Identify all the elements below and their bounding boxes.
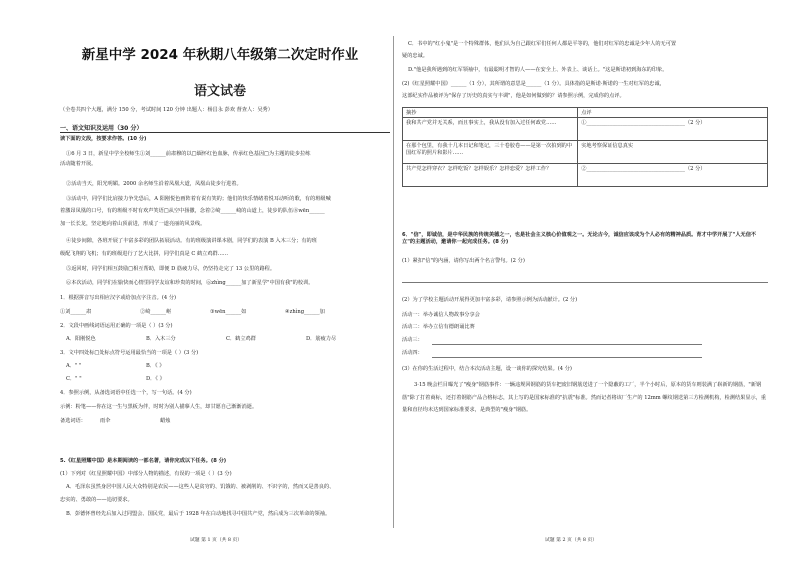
section1-heading: 一、语文知识及运用（30 分） xyxy=(60,125,143,132)
section-rule xyxy=(60,132,390,133)
question-2: 2．文段中画线词语运用正确的一项是（ ）(3 分) xyxy=(60,323,173,329)
q1-item[interactable]: ①刘______肃 xyxy=(60,309,92,315)
question-6-3: (3）在你的生活过程中，结合本次活动主题，设一谈你的探究结果。(4 分) xyxy=(402,366,572,372)
q4-option: 蜡烛 xyxy=(160,418,171,424)
question-5-2: (2)《红星照耀中国》______（1 分），其所谓的意思是______（1 分）。具体指的是斯诺·斯诺的一生对红军的忠诚， xyxy=(402,81,665,87)
paragraph-line: 着激昂凤凰的口号，有的班级不时有欢声笑语□从空中扬撒，念着②崎______崎的山道上，徒步的队伍⑧wēn______ xyxy=(60,208,325,214)
table-row xyxy=(403,164,768,187)
page-footer: 试题 第 1 页（共 8 页） xyxy=(190,538,243,543)
question-3: 3．文中四处标□处标点符号运用最恰当的一项是（ ）(3 分) xyxy=(60,350,199,356)
question-6: 6．"信"，即诚信，是中华民族的传统美德之一，也是社会主义核心价值观之一。无论古今，诚信应该成为个人必有的精神品质。育才中学开展了"人无信不立"的主题活动，邀请你一起完成任务。(8 分) xyxy=(402,232,757,245)
paragraph-line: ⑥本次活动，同学们在愉快而心情里同学友谊和珍贵的时间，⑥zhìng______加了新星学"中国有我"的校训。 xyxy=(66,280,314,286)
page-footer: 试题 第 2 页（共 8 页） xyxy=(545,538,598,543)
q1-item[interactable]: ③wēn______如 xyxy=(210,309,247,315)
paragraph-line: ④徒步间隙，各班开展了丰富多彩的团队拓展活动。有的班级演讲课本剧，同学们的表演 B 入木三分；有的班 xyxy=(66,238,317,244)
page-divider xyxy=(393,36,394,528)
q1-item[interactable]: ④zhìng______加 xyxy=(285,309,325,315)
q2-option[interactable]: A．阳刚悦色 xyxy=(66,336,96,342)
q5-option-c-cont: 疑的忠诚。 xyxy=(402,53,428,59)
table-cell-answer[interactable]: ①______________________________________（2 分） xyxy=(578,118,768,141)
table-cell: 实地考察保证信息真实 xyxy=(578,141,768,164)
excerpt-review-table xyxy=(402,107,768,187)
q3-option[interactable]: C．" " xyxy=(66,376,82,382)
q5-option-a[interactable]: A．毛泽东虽然身居中国人民大众特别是农民——这些人是贫穷的、饥饿的、被剥削的、不识字的，然而又是善良的、 xyxy=(66,484,335,490)
exam-subtitle: 语文试卷 xyxy=(193,84,246,99)
q4-options-label: 备选词语： xyxy=(60,418,86,424)
activity-item: 活动二：举办立信有德朗诵比赛 xyxy=(402,324,475,330)
q1-item[interactable]: ②崎______岖 xyxy=(140,309,172,315)
paragraph-line: ②活动当天，阳光明媚。2000 余名师生沿着凤凰大道，凤凰山徒步行进着。 xyxy=(66,181,242,187)
question-5-1: (1）下列对《红星照耀中国》中部分人物的描述，有误的一项是（ ）(3 分) xyxy=(60,471,232,477)
q3-option[interactable]: D．《 》 xyxy=(146,376,165,382)
activity-3-input-line[interactable] xyxy=(432,344,702,345)
q6-passage: 3·15 晚会栏目曝光了"瘦身"钢筋事件：一辆违规回钢筋的货车把废旧钢筋送进了一个隐蔽的工厂，半个小时后，原本的货车则装满了崭新的钢筋，"新钢筋"除了打着商标，还打着钢筋产品合格标志，其上写的是国家标准的"抗震"标准。然而记者将该厂生产的 12mm 螺纹钢送第三方检测机构，检测结果显示，重量和直径均未达到国家标准要求，是典型的"瘦身"钢筋。 xyxy=(402,382,767,413)
question-6-1: (1）紧扣"信"的内涵，请你写出两个名言警句。(2 分) xyxy=(402,258,525,264)
activity-item: 活动三： xyxy=(402,337,423,343)
question-4: 4．参照示例，从备选词语中任选一个，写一句话。(4 分) xyxy=(60,390,192,396)
q5-option-c[interactable]: C．书中的"红小鬼"是一个特殊群体，他们认为自己跟红军们任何人都是平等的，他们对红军的忠诚是少年人的无可置 xyxy=(408,41,677,47)
table-row xyxy=(403,118,768,141)
table-cell: 在那个包里，有我十几本日记和笔记，三十卷胶卷——是第一次拍到的中国红军的照片和影片…… xyxy=(403,141,578,164)
table-cell: 共产党怎样穿衣？怎样吃饭？怎样娱乐？怎样恋爱？怎样工作？ xyxy=(403,164,578,187)
paragraph-line: 加一长长龙，坚定地向着山顶前进，形成了一道亮丽的风景线。 xyxy=(60,221,206,227)
activity-item: 活动四： xyxy=(402,350,423,356)
paragraph-line: 活动随着开展。 xyxy=(60,161,97,167)
question-5-heading: 5.《红星照耀中国》是本期阅读的一部名著，请你完成以下任务。(8 分) xyxy=(60,458,227,464)
q2-option[interactable]: B．入木三分 xyxy=(146,336,176,342)
q3-option[interactable]: B．《 》 xyxy=(146,363,165,369)
activity-item: 活动一：举办诚信人物故事分享会 xyxy=(402,312,480,318)
table-cell: 我和共产党并无关系，而且事实上，我从没有加入过任何政党…… xyxy=(403,118,578,141)
q4-example: 示例：粉笔——你在这一生与黑板为伴，时时为别人描摹人生，却甘愿自己渐渐消逝。 xyxy=(60,404,258,410)
reading-prompt: 读下面的文段，按要求作答。(10 分) xyxy=(60,136,147,142)
paragraph-line: ③活动中，同学们比肩接力争先恐后，A 阳刚悦色画阵着有说有笑的；他们的快乐情绪着悦耳动听的歌，有的班级喊 xyxy=(66,196,331,202)
exam-info: （全卷共四个大题，满分 150 分，考试时间 120 分钟 出题人：杨昌永 彭欢 督查人：吴秀） xyxy=(60,107,273,113)
question-6-2: (2）为了学校主题活动开展得更加丰富多彩，请参照示例为活动献计。(2 分) xyxy=(402,297,578,303)
q3-option[interactable]: A．" " xyxy=(66,363,82,369)
q5-option-b[interactable]: B．彭德怀曾经先后加入过同盟会、国民党，最后于 1928 年在白动地找寻中国共产党，然后成为三次革命的领袖。 xyxy=(66,511,331,517)
q4-option: 雨伞 xyxy=(100,418,111,424)
paragraph-line: 级配飞翔的飞机；有的班级进行了艺大比拼，同学们真是 C 鹤立鸡群…… xyxy=(60,251,229,257)
question-5-2-cont: 这部纪实作品被评为"保存了历史的真实与丰调"，他是如何做到的？请参照示例，完成你的点评。 xyxy=(402,93,625,99)
q2-option[interactable]: D．筋疲力尽 xyxy=(306,336,337,342)
q2-option[interactable]: C．鹤立鸡群 xyxy=(226,336,256,342)
table-header: 摘抄 xyxy=(403,108,578,118)
paragraph-line: ①6 月 3 日，新星中学全校师生①刘______前肃穆的以□缅怀红色血脉，传承红色基因□为主题的徒步拉练 xyxy=(66,151,311,157)
question-1: 1．根据拼音写出相应汉字或给加点字注音。(4 分) xyxy=(60,295,177,301)
q5-option-a-cont: 忠实的、勇敢的——追切要求。 xyxy=(60,497,133,503)
exam-title: 新星中学 2024 年秋期八年级第二次定时作业 xyxy=(81,47,359,63)
answer-line[interactable] xyxy=(402,282,768,283)
table-header: 点评 xyxy=(578,108,768,118)
q5-option-d[interactable]: D."他是我所遇到的红军领袖中，有最聪明才智的人——在安全上、外表上、谈话上。"这是斯诺初到海东的印象。 xyxy=(408,67,668,73)
table-row xyxy=(403,141,768,164)
activity-4-input-line[interactable] xyxy=(432,357,702,358)
paragraph-line: ⑤返回时，同学们相互鼓励□相互帮助，即便 D 筋疲力尽，仍坚持走完了 13 公里的路程。 xyxy=(66,266,276,272)
table-cell-answer[interactable]: ②______________________________________（2 分） xyxy=(578,164,768,187)
